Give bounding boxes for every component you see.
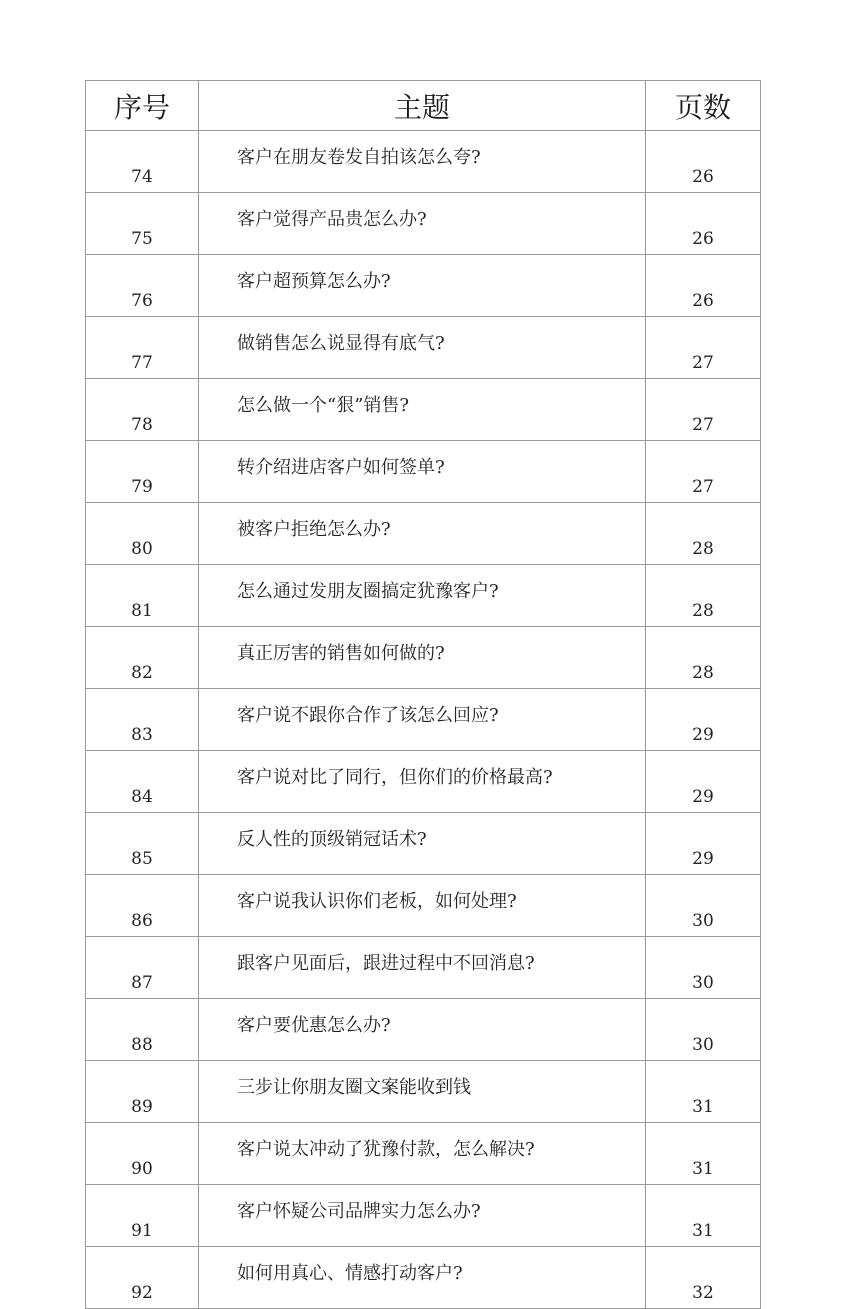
row-page: 31 xyxy=(646,1061,761,1123)
row-topic: 客户觉得产品贵怎么办? xyxy=(199,193,646,255)
header-topic: 主题 xyxy=(199,81,646,131)
row-page: 30 xyxy=(646,937,761,999)
row-topic: 客户要优惠怎么办? xyxy=(199,999,646,1061)
row-page: 29 xyxy=(646,813,761,875)
row-page: 27 xyxy=(646,317,761,379)
row-number: 83 xyxy=(86,689,199,751)
table-row xyxy=(86,689,761,751)
table-row xyxy=(86,1123,761,1185)
header-row xyxy=(86,81,761,131)
row-page: 29 xyxy=(646,751,761,813)
row-number: 77 xyxy=(86,317,199,379)
row-number: 75 xyxy=(86,193,199,255)
row-page: 29 xyxy=(646,689,761,751)
row-number: 85 xyxy=(86,813,199,875)
table-row xyxy=(86,937,761,999)
row-topic: 跟客户见面后，跟进过程中不回消息? xyxy=(199,937,646,999)
row-number: 84 xyxy=(86,751,199,813)
table-row xyxy=(86,1061,761,1123)
row-page: 28 xyxy=(646,565,761,627)
row-page: 30 xyxy=(646,875,761,937)
table-row xyxy=(86,1247,761,1309)
table-of-contents xyxy=(85,80,761,1309)
row-topic: 客户说不跟你合作了该怎么回应? xyxy=(199,689,646,751)
row-topic: 真正厉害的销售如何做的? xyxy=(199,627,646,689)
row-number: 89 xyxy=(86,1061,199,1123)
row-page: 26 xyxy=(646,255,761,317)
row-page: 27 xyxy=(646,441,761,503)
row-number: 80 xyxy=(86,503,199,565)
row-page: 28 xyxy=(646,503,761,565)
row-page: 26 xyxy=(646,193,761,255)
row-page: 32 xyxy=(646,1247,761,1309)
row-number: 82 xyxy=(86,627,199,689)
row-topic: 怎么做一个“狠”销售? xyxy=(199,379,646,441)
table-row xyxy=(86,999,761,1061)
row-number: 90 xyxy=(86,1123,199,1185)
row-topic: 客户说我认识你们老板，如何处理? xyxy=(199,875,646,937)
table-row xyxy=(86,503,761,565)
row-topic: 客户超预算怎么办? xyxy=(199,255,646,317)
table-row xyxy=(86,751,761,813)
row-number: 91 xyxy=(86,1185,199,1247)
table-row xyxy=(86,131,761,193)
row-number: 87 xyxy=(86,937,199,999)
row-page: 26 xyxy=(646,131,761,193)
row-page: 31 xyxy=(646,1185,761,1247)
table-row xyxy=(86,379,761,441)
header-number: 序号 xyxy=(86,81,199,131)
table-body xyxy=(86,131,761,1309)
row-topic: 客户怀疑公司品牌实力怎么办? xyxy=(199,1185,646,1247)
table-row xyxy=(86,813,761,875)
row-topic: 被客户拒绝怎么办? xyxy=(199,503,646,565)
row-page: 28 xyxy=(646,627,761,689)
table-row xyxy=(86,317,761,379)
row-topic: 如何用真心、情感打动客户? xyxy=(199,1247,646,1309)
row-number: 79 xyxy=(86,441,199,503)
table-row xyxy=(86,1185,761,1247)
table-row xyxy=(86,627,761,689)
table-row xyxy=(86,441,761,503)
row-topic: 客户说太冲动了犹豫付款，怎么解决? xyxy=(199,1123,646,1185)
row-topic: 客户说对比了同行，但你们的价格最高? xyxy=(199,751,646,813)
row-page: 30 xyxy=(646,999,761,1061)
row-number: 92 xyxy=(86,1247,199,1309)
header-page: 页数 xyxy=(646,81,761,131)
table-row xyxy=(86,875,761,937)
row-number: 74 xyxy=(86,131,199,193)
row-topic: 三步让你朋友圈文案能收到钱 xyxy=(199,1061,646,1123)
table-row xyxy=(86,193,761,255)
row-number: 88 xyxy=(86,999,199,1061)
row-topic: 反人性的顶级销冠话术? xyxy=(199,813,646,875)
table-row xyxy=(86,565,761,627)
row-topic: 怎么通过发朋友圈搞定犹豫客户? xyxy=(199,565,646,627)
row-topic: 转介绍进店客户如何签单? xyxy=(199,441,646,503)
row-page: 27 xyxy=(646,379,761,441)
row-number: 76 xyxy=(86,255,199,317)
row-topic: 客户在朋友卷发自拍该怎么夸? xyxy=(199,131,646,193)
row-number: 81 xyxy=(86,565,199,627)
row-page: 31 xyxy=(646,1123,761,1185)
table-row xyxy=(86,255,761,317)
row-topic: 做销售怎么说显得有底气? xyxy=(199,317,646,379)
row-number: 86 xyxy=(86,875,199,937)
row-number: 78 xyxy=(86,379,199,441)
